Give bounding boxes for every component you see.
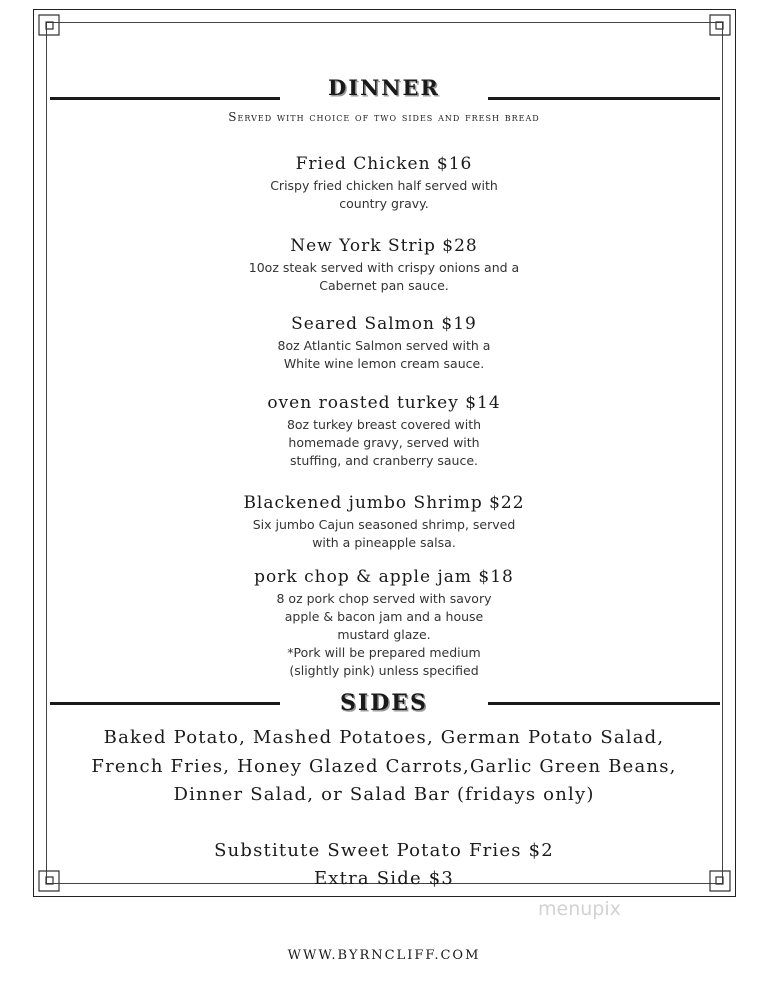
menu-item-description: 8 oz pork chop served with savory apple & bacon jam and a house mustard glaze. *Pork will be prepared medium (slightly pink) unless specified bbox=[276, 591, 492, 678]
menu-item-description: Six jumbo Cajun seasoned shrimp, served with a pineapple salsa. bbox=[252, 517, 516, 550]
corner-ornament-top-left bbox=[33, 9, 73, 49]
sides-line: Baked Potato, Mashed Potatoes, German Potato Salad, bbox=[103, 727, 665, 748]
menu-item-description: 8oz Atlantic Salmon served with a White wine lemon cream sauce. bbox=[277, 338, 491, 371]
menu-item bbox=[0, 392, 768, 470]
menu-item-description: 10oz steak served with crispy onions and a Cabernet pan sauce. bbox=[248, 260, 520, 293]
menu-item bbox=[0, 153, 768, 213]
sides-line: Dinner Salad, or Salad Bar (fridays only) bbox=[173, 784, 595, 805]
sides-heading: SIDES bbox=[340, 690, 428, 716]
website-url: WWW.BYRNCLIFF.COM bbox=[287, 948, 481, 963]
sides-extra: Extra Side $3 bbox=[313, 868, 455, 889]
menu-item-title: Fried Chicken $16 bbox=[295, 154, 473, 174]
menu-item bbox=[0, 313, 768, 373]
menu-item-title: Seared Salmon $19 bbox=[291, 314, 477, 334]
corner-ornament-top-right bbox=[696, 9, 736, 49]
watermark: menupix bbox=[538, 898, 621, 920]
dinner-heading: DINNER bbox=[328, 75, 440, 100]
menu-item bbox=[0, 566, 768, 680]
menu-item-title: pork chop & apple jam $18 bbox=[254, 567, 514, 587]
sides-extra: Substitute Sweet Potato Fries $2 bbox=[214, 840, 554, 861]
menu-item bbox=[0, 492, 768, 552]
menu-item bbox=[0, 235, 768, 295]
sides-line: French Fries, Honey Glazed Carrots,Garlic Green Beans, bbox=[91, 756, 677, 777]
menu-item-description: Crispy fried chicken half served with country gravy. bbox=[270, 178, 498, 211]
menu-item-title: oven roasted turkey $14 bbox=[267, 393, 501, 413]
dinner-subtitle: Served with choice of two sides and fresh bread bbox=[228, 110, 540, 124]
menu-item-description: 8oz turkey breast covered with homemade gravy, served with stuffing, and cranberry sauce. bbox=[286, 417, 482, 468]
menu-item-title: Blackened jumbo Shrimp $22 bbox=[243, 493, 525, 513]
menu-item-title: New York Strip $28 bbox=[290, 236, 478, 256]
